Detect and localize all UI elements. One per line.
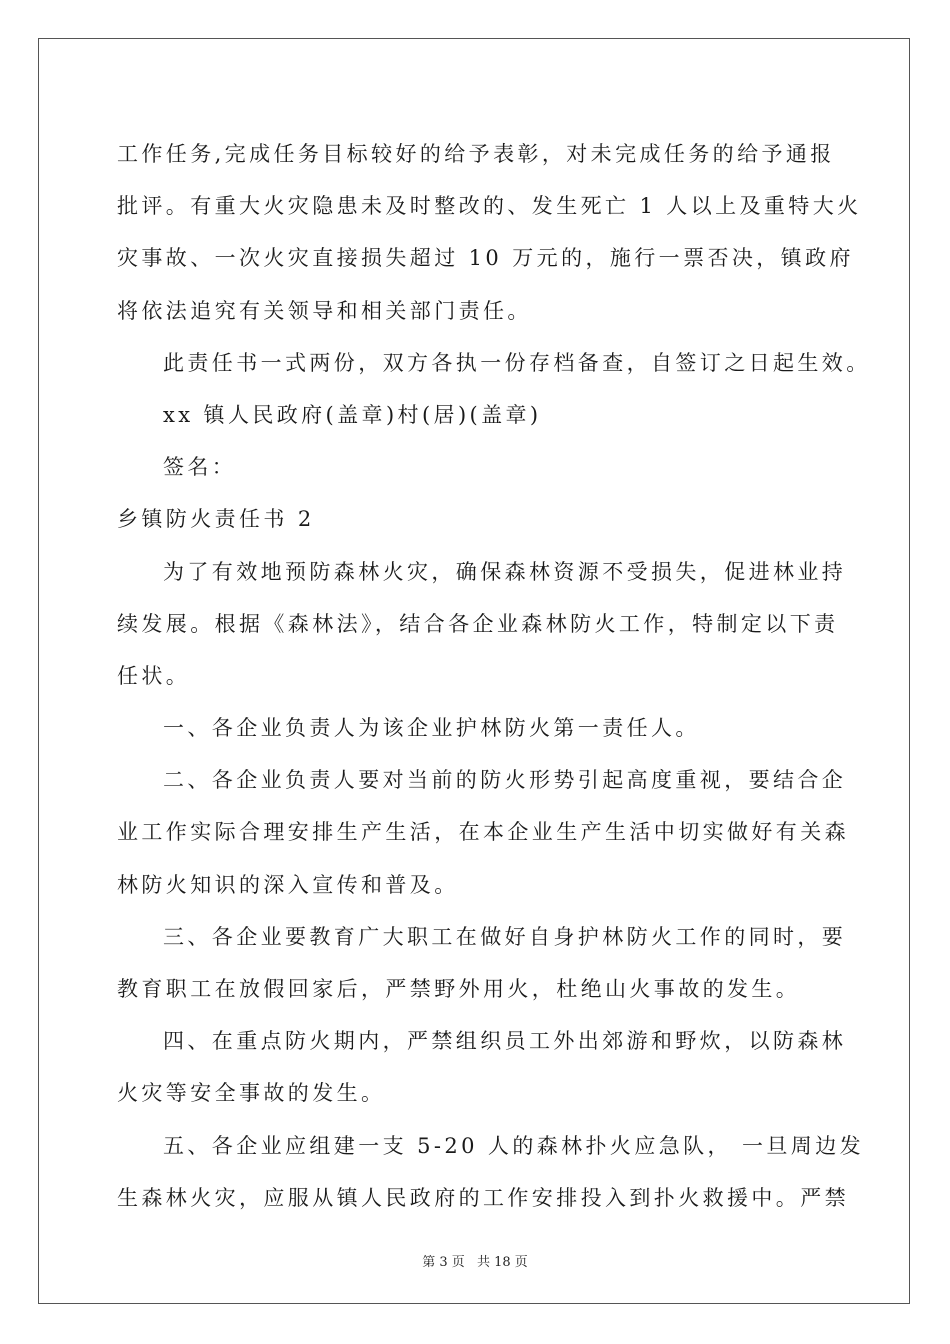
section-title: 乡镇防火责任书 2 — [117, 507, 315, 532]
text-line: 林防火知识的深入宣传和普及。 — [117, 872, 459, 897]
text-line: 二、各企业负责人要对当前的防火形势引起高度重视，要结合企 — [163, 768, 847, 793]
text-line: 五、各企业应组建一支 5-20 人的森林扑火应急队， 一旦周边发 — [163, 1133, 865, 1158]
text-line: 为了有效地预防森林火灾，确保森林资源不受损失，促进林业持 — [163, 559, 847, 584]
text-line: 四、在重点防火期内，严禁组织员工外出郊游和野炊，以防森林 — [163, 1029, 847, 1054]
text-line: 生森林火灾，应服从镇人民政府的工作安排投入到扑火救援中。严禁 — [117, 1185, 849, 1210]
text-line: 业工作实际合理安排生产生活，在本企业生产生活中切实做好有关森 — [117, 820, 849, 845]
document-body — [117, 128, 871, 1224]
text-line: 教育职工在放假回家后，严禁野外用火，杜绝山火事故的发生。 — [117, 977, 801, 1001]
text-line: 工作任务,完成任务目标较好的给予表彰，对未完成任务的给予通报 — [117, 142, 835, 166]
text-line: 一、各企业负责人为该企业护林防火第一责任人。 — [163, 716, 700, 741]
text-line: 灾事故、一次火灾直接损失超过 10 万元的，施行一票否决，镇政府 — [117, 246, 854, 271]
page-number: 第 3 页 — [422, 1255, 465, 1270]
text-line: 三、各企业要教育广大职工在做好自身护林防火工作的同时，要 — [163, 924, 847, 949]
signature-label: 签名： — [163, 455, 237, 480]
signature-seal-line: xx 镇人民政府(盖章)村(居)(盖章) — [163, 402, 542, 427]
text-line: 火灾等安全事故的发生。 — [117, 1081, 386, 1106]
text-line: 将依法追究有关领导和相关部门责任。 — [117, 298, 532, 323]
text-line: 任状。 — [117, 663, 191, 688]
total-pages: 共 18 页 — [476, 1255, 528, 1270]
text-line: 批评。有重大火灾隐患未及时整改的、发生死亡 1 人以上及重特大火 — [117, 194, 862, 219]
text-line: 续发展。根据《森林法》，结合各企业森林防火工作，特制定以下责 — [117, 611, 839, 636]
text-line: 此责任书一式两份，双方各执一份存档备查，自签订之日起生效。 — [163, 350, 871, 375]
page-footer — [0, 1251, 950, 1270]
